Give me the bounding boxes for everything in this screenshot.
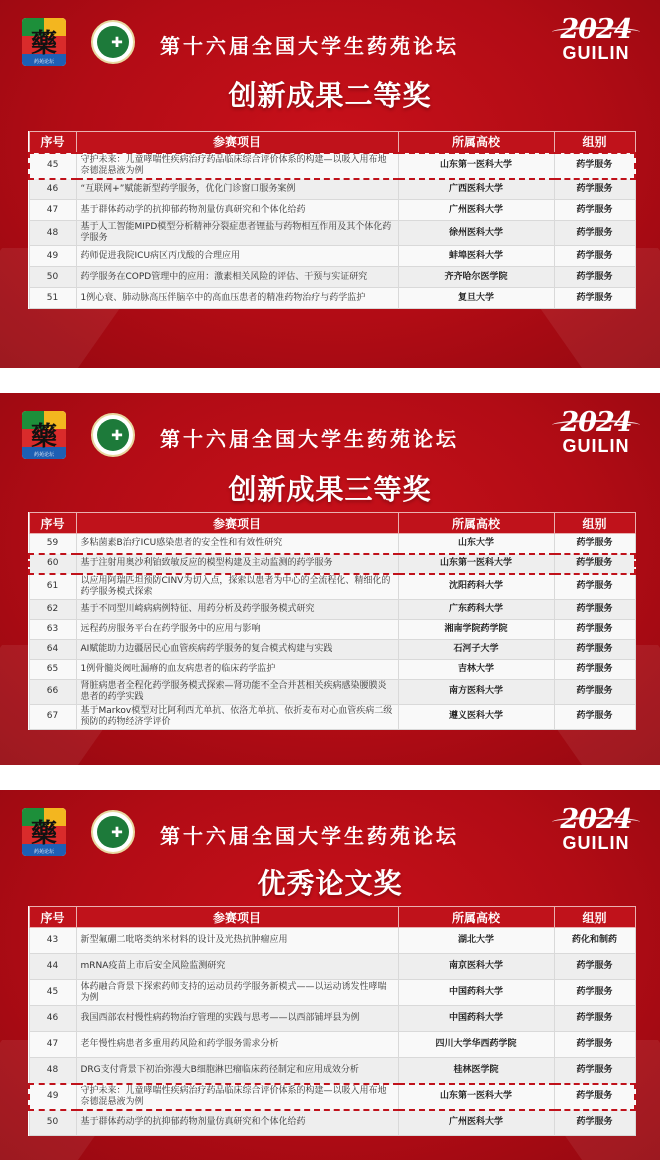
table-header-row <box>29 132 635 153</box>
city-text: GUILIN <box>562 43 630 63</box>
table-row <box>29 619 635 639</box>
cell-group: 药学服务 <box>554 679 635 704</box>
table-row <box>29 659 635 679</box>
cell-number: 59 <box>29 534 76 554</box>
cell-group: 药学服务 <box>554 659 635 679</box>
cell-group: 药学服务 <box>554 1084 635 1110</box>
cell-group: 药学服务 <box>554 554 635 574</box>
cell-number: 60 <box>29 554 76 574</box>
year-text: 2024 <box>560 407 632 438</box>
cell-project: 守护未来：儿童哮喘性疾病治疗药品临床综合评价体系的构建—以吸入用布地奈德混悬液为例 <box>76 1084 398 1110</box>
table-row <box>29 153 635 179</box>
awards-table-body <box>29 534 635 730</box>
cell-group: 药学服务 <box>554 246 635 267</box>
cell-school: 齐齐哈尔医学院 <box>398 267 554 288</box>
table-header-row <box>29 907 635 928</box>
column-header-school: 所属高校 <box>398 132 554 153</box>
cell-number: 49 <box>29 1084 76 1110</box>
column-header-project: 参赛项目 <box>76 907 398 928</box>
table-row <box>29 554 635 574</box>
table-row <box>29 704 635 729</box>
cell-school: 中国药科大学 <box>398 980 554 1006</box>
cell-school: 湖北大学 <box>398 928 554 954</box>
cell-project: 基于群体药动学的抗抑郁药物剂量仿真研究和个体化给药 <box>76 200 398 221</box>
cell-school: 蚌埠医科大学 <box>398 246 554 267</box>
cell-project: DRG支付背景下初治弥漫大B细胞淋巴瘤临床药径制定和应用成效分析 <box>76 1058 398 1084</box>
cell-project: 基于群体药动学的抗抑郁药物剂量仿真研究和个体化给药 <box>76 1110 398 1136</box>
cell-group: 药学服务 <box>554 619 635 639</box>
cell-project: “互联网+”赋能新型药学服务，优化门诊窗口服务案例 <box>76 179 398 200</box>
column-header-school: 所属高校 <box>398 907 554 928</box>
table-row <box>29 599 635 619</box>
cell-project: AI赋能助力边疆居民心血管疾病药学服务的复合模式构建与实践 <box>76 639 398 659</box>
cell-number: 44 <box>29 954 76 980</box>
cell-group: 药学服务 <box>554 1032 635 1058</box>
table-row <box>29 288 635 309</box>
cell-number: 47 <box>29 1032 76 1058</box>
cell-school: 山东大学 <box>398 534 554 554</box>
column-header-number: 序号 <box>29 132 76 153</box>
cell-project: 1例骨髓炎阀吐漏瘠的血友病患者的临床药学监护 <box>76 659 398 679</box>
awards-table-body <box>29 153 635 309</box>
table-row <box>29 1032 635 1058</box>
award-title: 优秀论文奖 <box>257 867 403 900</box>
cell-group: 药学服务 <box>554 639 635 659</box>
event-title: 第十六届全国大学生药苑论坛 <box>160 824 459 848</box>
cell-group: 药学服务 <box>554 221 635 246</box>
award-title: 创新成果三等奖 <box>228 473 432 506</box>
table-row <box>29 928 635 954</box>
cell-project: 基于注射用奥沙利铂致敏反应的模型构建及主动监测的药学服务 <box>76 554 398 574</box>
year-city-badge <box>548 409 644 455</box>
award-title: 创新成果二等奖 <box>228 79 432 112</box>
cell-school: 复旦大学 <box>398 288 554 309</box>
table-row <box>29 200 635 221</box>
cell-number: 43 <box>29 928 76 954</box>
cell-number: 47 <box>29 200 76 221</box>
table-row <box>29 980 635 1006</box>
award-slide <box>0 790 660 1160</box>
cell-school: 湘南学院药学院 <box>398 619 554 639</box>
cell-number: 46 <box>29 1006 76 1032</box>
university-emblem-icon: ✚ <box>91 20 135 64</box>
table-row <box>29 1110 635 1136</box>
cell-number: 50 <box>29 1110 76 1136</box>
cell-number: 51 <box>29 288 76 309</box>
cell-school: 石河子大学 <box>398 639 554 659</box>
university-emblem-icon: ✚ <box>91 810 135 854</box>
cell-school: 中国药科大学 <box>398 1006 554 1032</box>
column-header-group: 组别 <box>554 907 635 928</box>
cell-school: 吉林大学 <box>398 659 554 679</box>
city-text: GUILIN <box>562 436 630 456</box>
forum-logo-caption: 药苑论坛 <box>33 452 54 458</box>
cell-project: 肾脏病患者全程化药学服务模式探索—肾功能不全合并甚相关疾病感染腰膜炎患者的药学实践 <box>76 679 398 704</box>
cell-number: 66 <box>29 679 76 704</box>
table-row <box>29 221 635 246</box>
column-header-project: 参赛项目 <box>76 513 398 534</box>
award-slide <box>0 0 660 368</box>
cell-group: 药学服务 <box>554 574 635 600</box>
table-row <box>29 954 635 980</box>
column-header-project: 参赛项目 <box>76 132 398 153</box>
cell-number: 67 <box>29 704 76 729</box>
cell-project: 药学服务在COPD管理中的应用：激素相关风险的评估、干预与实证研究 <box>76 267 398 288</box>
cell-project: 我国西部农村慢性病药物治疗管理的实践与思考——以西部铺坪县为例 <box>76 1006 398 1032</box>
table-row <box>29 639 635 659</box>
cell-project: mRNA疫苗上市后安全风险监测研究 <box>76 954 398 980</box>
cell-project: 远程药房服务平台在药学服务中的应用与影响 <box>76 619 398 639</box>
column-header-number: 序号 <box>29 907 76 928</box>
cell-number: 48 <box>29 221 76 246</box>
column-header-group: 组别 <box>554 513 635 534</box>
cell-project: 基于人工智能MIPD模型分析精神分裂症患者锂盐与药物相互作用及其个体化药学服务 <box>76 221 398 246</box>
cell-group: 药学服务 <box>554 954 635 980</box>
cell-project: 老年慢性病患者多重用药风险和药学服务需求分析 <box>76 1032 398 1058</box>
table-row <box>29 1058 635 1084</box>
cell-group: 药学服务 <box>554 980 635 1006</box>
cell-number: 45 <box>29 980 76 1006</box>
cell-number: 64 <box>29 639 76 659</box>
cell-project: 以应用阿瑞匹坦预防CINV为切入点，探索以患者为中心的全流程化、精细化的药学服务模式探索 <box>76 574 398 600</box>
forum-logo-glyph: 藥 <box>30 422 57 452</box>
cell-group: 药学服务 <box>554 1110 635 1136</box>
year-text: 2024 <box>560 14 632 45</box>
forum-logo-glyph: 藥 <box>30 29 57 59</box>
cell-group: 药学服务 <box>554 153 635 179</box>
cell-school: 徐州医科大学 <box>398 221 554 246</box>
awards-table <box>28 512 636 730</box>
cell-number: 65 <box>29 659 76 679</box>
cell-group: 药化和制药 <box>554 928 635 954</box>
year-text: 2024 <box>560 804 632 835</box>
table-row <box>29 246 635 267</box>
cell-number: 61 <box>29 574 76 600</box>
cell-project: 药师促进我院ICU病区丙戊酸的合理应用 <box>76 246 398 267</box>
cell-school: 沈阳药科大学 <box>398 574 554 600</box>
awards-table <box>28 906 636 1136</box>
table-row <box>29 574 635 600</box>
cell-number: 63 <box>29 619 76 639</box>
city-text: GUILIN <box>562 833 630 853</box>
cell-project: 体药融合背景下探索药师支持的运动员药学服务新模式——以运动诱发性哮喘为例 <box>76 980 398 1006</box>
event-title: 第十六届全国大学生药苑论坛 <box>160 34 459 58</box>
awards-table-body <box>29 928 635 1136</box>
column-header-number: 序号 <box>29 513 76 534</box>
table-row <box>29 267 635 288</box>
cell-school: 广东药科大学 <box>398 599 554 619</box>
column-header-school: 所属高校 <box>398 513 554 534</box>
cell-group: 药学服务 <box>554 599 635 619</box>
cell-project: 新型氟硼二吡咯类纳米材料的设计及光热抗肿瘤应用 <box>76 928 398 954</box>
cell-group: 药学服务 <box>554 267 635 288</box>
forum-logo <box>22 808 66 856</box>
cell-school: 南京医科大学 <box>398 954 554 980</box>
cell-group: 药学服务 <box>554 704 635 729</box>
table-row <box>29 1006 635 1032</box>
cell-school: 广州医科大学 <box>398 1110 554 1136</box>
cell-project: 多粘菌素B治疗ICU感染患者的安全性和有效性研究 <box>76 534 398 554</box>
forum-logo-caption: 药苑论坛 <box>33 849 54 855</box>
table-row <box>29 534 635 554</box>
forum-logo-glyph: 藥 <box>30 819 57 849</box>
swoosh-icon <box>552 27 640 37</box>
swoosh-icon <box>552 420 640 430</box>
cell-group: 药学服务 <box>554 1058 635 1084</box>
forum-logo <box>22 18 66 66</box>
cell-number: 48 <box>29 1058 76 1084</box>
forum-logo-caption: 药苑论坛 <box>33 59 54 65</box>
cell-group: 药学服务 <box>554 534 635 554</box>
table-row <box>29 679 635 704</box>
cell-school: 山东第一医科大学 <box>398 153 554 179</box>
cell-group: 药学服务 <box>554 200 635 221</box>
cell-school: 遵义医科大学 <box>398 704 554 729</box>
cell-group: 药学服务 <box>554 1006 635 1032</box>
university-emblem-icon: ✚ <box>91 413 135 457</box>
cell-school: 南方医科大学 <box>398 679 554 704</box>
forum-logo <box>22 411 66 459</box>
cell-number: 46 <box>29 179 76 200</box>
cell-number: 62 <box>29 599 76 619</box>
table-row <box>29 179 635 200</box>
year-city-badge <box>548 16 644 62</box>
cell-school: 桂林医学院 <box>398 1058 554 1084</box>
cell-school: 四川大学华西药学院 <box>398 1032 554 1058</box>
cell-group: 药学服务 <box>554 288 635 309</box>
event-title: 第十六届全国大学生药苑论坛 <box>160 427 459 451</box>
cell-school: 广西医科大学 <box>398 179 554 200</box>
cell-school: 山东第一医科大学 <box>398 554 554 574</box>
cell-project: 基于Markov模型对比阿利西尤单抗、依洛尤单抗、依折麦布对心血管疾病二级预防的药物经济学评价 <box>76 704 398 729</box>
cell-project: 守护未来：儿童哮喘性疾病治疗药品临床综合评价体系的构建—以吸入用布地奈德混悬液为例 <box>76 153 398 179</box>
cell-project: 1例心衰、肺动脉高压伴脑卒中的高血压患者的精准药物治疗与药学监护 <box>76 288 398 309</box>
column-header-group: 组别 <box>554 132 635 153</box>
cell-number: 45 <box>29 153 76 179</box>
cell-number: 49 <box>29 246 76 267</box>
cell-project: 基于不同型川崎病病例特征、用药分析及药学服务模式研究 <box>76 599 398 619</box>
cell-school: 山东第一医科大学 <box>398 1084 554 1110</box>
cell-number: 50 <box>29 267 76 288</box>
swoosh-icon <box>552 817 640 827</box>
year-city-badge <box>548 806 644 852</box>
table-row <box>29 1084 635 1110</box>
cell-group: 药学服务 <box>554 179 635 200</box>
cell-school: 广州医科大学 <box>398 200 554 221</box>
award-slide <box>0 393 660 765</box>
table-header-row <box>29 513 635 534</box>
awards-table <box>28 131 636 309</box>
